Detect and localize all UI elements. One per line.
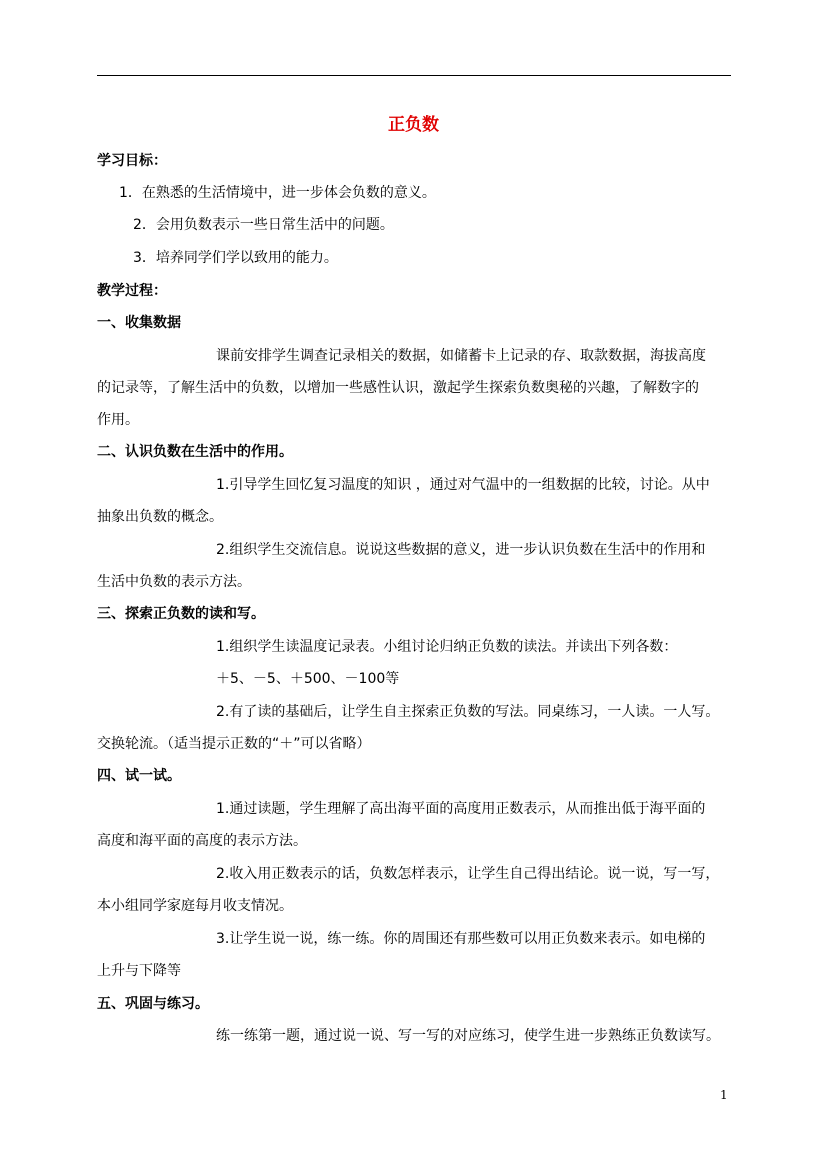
paragraph-line: 高度和海平面的高度的表示方法。: [97, 833, 307, 849]
section-heading: 五、巩固与练习。: [97, 996, 209, 1012]
paragraph-line: 交换轮流。（适当提示正数的“＋”可以省略）: [97, 736, 371, 752]
paragraph-line: 练一练第一题，通过说一说、写一写的对应练习，使学生进一步熟练正负数读写。: [216, 1028, 720, 1044]
section-heading: 一、收集数据: [97, 315, 181, 331]
paragraph-line: 1.组织学生读温度记录表。小组讨论归纳正负数的读法。并读出下列各数：: [216, 639, 678, 655]
section-heading: 二、认识负数在生活中的作用。: [97, 444, 293, 460]
paragraph-line: 作用。: [97, 412, 139, 428]
paragraph-line: 2.有了读的基础后，让学生自主探索正负数的写法。同桌练习，一人读。一人写。: [216, 704, 720, 720]
paragraph-line: 3.让学生说一说，练一练。你的周围还有那些数可以用正负数来表示。如电梯的: [216, 931, 706, 947]
paragraph-line: 本小组同学家庭每月收支情况。: [97, 898, 293, 914]
paragraph-line: 上升与下降等: [97, 963, 181, 979]
goal-item: 1．在熟悉的生活情境中，进一步体会负数的意义。: [119, 185, 436, 201]
paragraph-line: 2.组织学生交流信息。说说这些数据的意义，进一步认识负数在生活中的作用和: [216, 542, 706, 558]
goal-item: 2．会用负数表示一些日常生活中的问题。: [133, 217, 394, 233]
paragraph-line: 2.收入用正数表示的话，负数怎样表示，让学生自己得出结论。说一说，写一写，: [216, 866, 720, 882]
section-heading: 三、探索正负数的读和写。: [97, 606, 265, 622]
page-title: 正负数: [388, 115, 439, 135]
paragraph-line: 的记录等，了解生活中的负数，以增加一些感性认识，激起学生探索负数奥秘的兴趣，了解数字的: [97, 380, 699, 396]
header-rule: [97, 75, 731, 76]
paragraph-line: ＋5、－5、＋500、－100等: [216, 671, 400, 687]
process-heading: 教学过程：: [97, 283, 167, 299]
page-number: 1: [720, 1088, 728, 1102]
paragraph-line: 1.通过读题，学生理解了高出海平面的高度用正数表示，从而推出低于海平面的: [216, 801, 706, 817]
paragraph-line: 抽象出负数的概念。: [97, 509, 223, 525]
paragraph-line: 生活中负数的表示方法。: [97, 574, 251, 590]
goals-heading: 学习目标：: [97, 153, 167, 169]
paragraph-line: 1.引导学生回忆复习温度的知识 ，通过对气温中的一组数据的比较，讨论。从中: [216, 477, 710, 493]
paragraph-line: 课前安排学生调查记录相关的数据，如储蓄卡上记录的存、取款数据，海拔高度: [216, 348, 706, 364]
goal-item: 3．培养同学们学以致用的能力。: [133, 250, 338, 266]
section-heading: 四、试一试。: [97, 768, 181, 784]
